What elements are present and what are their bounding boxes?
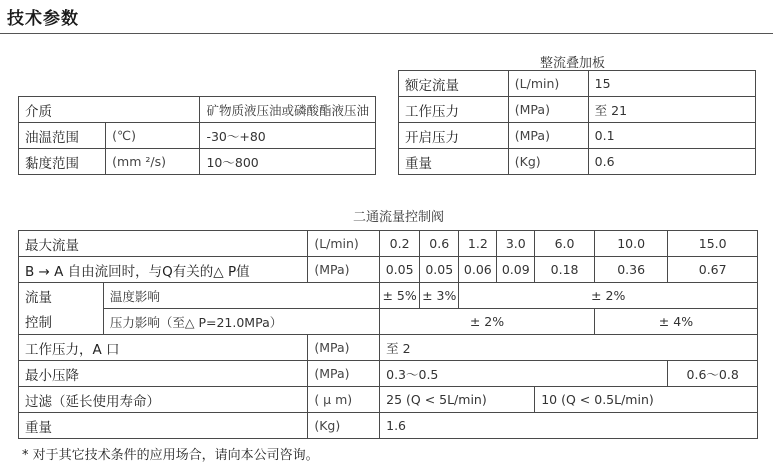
flow-control-label-bottom: 控制 [19,309,104,335]
table-row [19,335,758,361]
max-flow-value: 0.2 [380,231,420,257]
valve-weight-value: 1.6 [380,413,758,439]
valve-table-caption: 二通流量控制阀 [353,210,445,225]
plate-weight-label: 重量 [399,149,509,175]
open-pressure-value: 0.1 [588,123,755,149]
medium-label: 介质 [19,97,200,123]
temp-effect-value: ± 5% [380,283,420,309]
free-flow-label: B → A 自由流回时，与Q有关的△ P值 [19,257,308,283]
page-title: 技术参数 [7,9,79,29]
table-row [399,97,756,123]
free-flow-value: 0.06 [459,257,497,283]
table-row [19,413,758,439]
filter-value: 10 (Q < 0.5L/min) [535,387,758,413]
plate-table [398,70,756,175]
title-divider [0,33,773,34]
rated-flow-unit: (L/min) [508,71,588,97]
table-row [399,149,756,175]
table-row [19,283,758,309]
a-port-pressure-label: 工作压力，A 口 [19,335,308,361]
table-row [19,97,376,123]
plate-weight-unit: (Kg) [508,149,588,175]
footnote: * 对于其它技术条件的应用场合，请向本公司咨询。 [22,448,319,463]
free-flow-value: 0.36 [594,257,667,283]
valve-weight-label: 重量 [19,413,308,439]
filter-label: 过滤（延长使用寿命） [19,387,308,413]
table-row [19,231,758,257]
temp-effect-value: ± 2% [459,283,758,309]
plate-weight-value: 0.6 [588,149,755,175]
table-row [19,387,758,413]
min-drop-label: 最小压降 [19,361,308,387]
filter-value: 25 (Q < 5L/min) [380,387,535,413]
max-flow-unit: (L/min) [308,231,380,257]
free-flow-value: 0.67 [668,257,758,283]
max-flow-value: 3.0 [497,231,535,257]
free-flow-unit: (MPa) [308,257,380,283]
plate-table-caption: 整流叠加板 [540,56,606,71]
max-flow-value: 6.0 [535,231,595,257]
max-flow-value: 1.2 [459,231,497,257]
open-pressure-unit: (MPa) [508,123,588,149]
work-pressure-label: 工作压力 [399,97,509,123]
temp-effect-value: ± 3% [420,283,459,309]
valve-weight-unit: (Kg) [308,413,380,439]
table-row [19,257,758,283]
pressure-effect-value: ± 2% [380,309,595,335]
max-flow-label: 最大流量 [19,231,308,257]
table-row [19,361,758,387]
table-row [19,123,376,149]
free-flow-value: 0.05 [420,257,459,283]
oil-temp-unit: (℃) [106,123,200,149]
viscosity-value: 10～800 [200,149,376,175]
max-flow-value: 0.6 [420,231,459,257]
valve-table [18,230,758,439]
flow-control-label-top: 流量 [19,283,104,309]
oil-temp-label: 油温范围 [19,123,106,149]
max-flow-value: 15.0 [668,231,758,257]
min-drop-value: 0.3～0.5 [380,361,668,387]
table-row [399,71,756,97]
medium-table [18,96,376,175]
max-flow-value: 10.0 [594,231,667,257]
medium-value: 矿物质液压油或磷酸酯液压油 [200,97,376,123]
oil-temp-value: -30～+80 [200,123,376,149]
work-pressure-value: 至 21 [588,97,755,123]
table-row [399,123,756,149]
work-pressure-unit: (MPa) [508,97,588,123]
table-row [19,149,376,175]
min-drop-unit: (MPa) [308,361,380,387]
pressure-effect-label: 压力影响（至△ P=21.0MPa） [103,309,379,335]
min-drop-value: 0.6～0.8 [668,361,758,387]
viscosity-label: 黏度范围 [19,149,106,175]
rated-flow-value: 15 [588,71,755,97]
a-port-pressure-value: 至 2 [380,335,758,361]
free-flow-value: 0.09 [497,257,535,283]
free-flow-value: 0.18 [535,257,595,283]
viscosity-unit: (mm ²/s) [106,149,200,175]
filter-unit: ( μ m) [308,387,380,413]
table-row [19,309,758,335]
pressure-effect-value: ± 4% [594,309,757,335]
a-port-pressure-unit: (MPa) [308,335,380,361]
open-pressure-label: 开启压力 [399,123,509,149]
free-flow-value: 0.05 [380,257,420,283]
rated-flow-label: 额定流量 [399,71,509,97]
temp-effect-label: 温度影响 [103,283,379,309]
